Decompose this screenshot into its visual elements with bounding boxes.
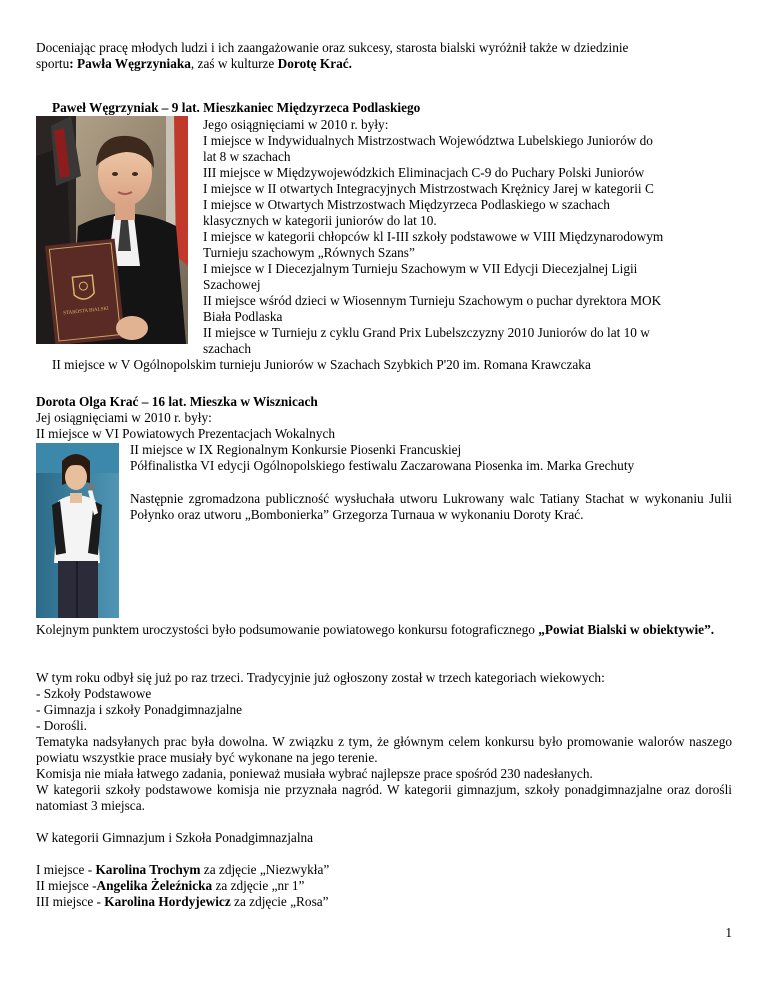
intro-line-2: [36, 56, 352, 72]
contest-paragraph: [36, 622, 732, 638]
intro-line-1: Doceniając pracę młodych ludzi i ich zaangażowanie oraz sukcesy, starosta bialski wyróżnił także w dziedzinie: [36, 40, 629, 55]
contest-category: - Szkoły Podstawowe: [36, 686, 152, 701]
pawel-achievement: Biała Podlaska: [203, 309, 283, 324]
winner-photo-title: za zdjęcie „Rosa”: [230, 894, 329, 909]
pawel-achievement: lat 8 w szachach: [203, 149, 291, 164]
pawel-achievement: I miejsce w I Diecezjalnym Turnieju Szachowym w VII Edycji Diecezjalnej Ligii: [203, 261, 638, 276]
winner-row: [36, 878, 304, 894]
contest-category: - Dorośli.: [36, 718, 87, 733]
dorota-achievement: Półfinalistka VI edycji Ogólnopolskiego festiwalu Zaczarowana Piosenka im. Marka Grechuty: [130, 458, 635, 473]
pawel-achievement: I miejsce w II otwartych Integracyjnych Mistrzostwach Krężnicy Jarej w kategorii C: [203, 181, 654, 196]
winner-place: III miejsce -: [36, 894, 105, 909]
contest-text: Kolejnym punktem uroczystości było podsumowanie powiatowego konkursu fotograficznego: [36, 622, 539, 637]
winner-place: II miejsce -: [36, 878, 97, 893]
intro-text: , zaś w kulturze: [190, 56, 278, 71]
winner-name: Karolina Trochym: [95, 862, 201, 877]
winner-row: [36, 894, 329, 910]
winner-photo-title: za zdjęcie „Niezwykła”: [200, 862, 330, 877]
contest-awards: W kategorii szkoły podstawowe komisja nie przyznała nagród. W kategorii gimnazjum, szkoły ponadgimnazjalne oraz dorośli natomiast 3 miejsca.: [36, 782, 732, 814]
pawel-achievement: Szachowej: [203, 277, 261, 292]
dorota-achievements-intro: Jej osiągnięciami w 2010 r. były:: [36, 410, 212, 425]
dorota-achievement: II miejsce w VI Powiatowych Prezentacjach Wokalnych: [36, 426, 335, 441]
winner-name: Angelika Żeleźnicka: [96, 878, 213, 893]
concert-paragraph: Następnie zgromadzona publiczność wysłuchała utworu Lukrowany walc Tatiany Stachat w wykonaniu Julii Połynko oraz utworu „Bombonierka” Grzegorza Turnaua w wykonaniu Doroty Krać.: [130, 491, 732, 523]
dorota-achievement: II miejsce w IX Regionalnym Konkursie Piosenki Francuskiej: [130, 442, 462, 457]
contest-info: W tym roku odbył się już po raz trzeci. Tradycyjnie już ogłoszony został w trzech kategoriach wiekowych:: [36, 670, 605, 685]
pawel-achievement: III miejsce w Międzywojewódzkich Eliminacjach C-9 do Puchary Polski Juniorów: [203, 165, 645, 180]
winner-name: Karolina Hordyjewicz: [104, 894, 231, 909]
dorota-photo: [36, 443, 119, 618]
intro-text: sportu: [36, 56, 70, 71]
contest-jury: Komisja nie miała łatwego zadania, ponieważ musiała wybrać najlepsze prace spośród 230 nadesłanych.: [36, 766, 593, 781]
dorota-heading: Dorota Olga Krać – 16 lat. Mieszka w Wisznicach: [36, 394, 318, 409]
contest-theme: Tematyka nadsyłanych prac była dowolna. W związku z tym, że głównym celem konkursu było promowanie walorów naszego powiatu wszystkie prace musiały być wykonane na jego terenie.: [36, 734, 732, 766]
pawel-achievement: II miejsce w Turnieju z cyklu Grand Prix Lubelszczyzny 2010 Juniorów do lat 10 w: [203, 325, 650, 340]
pawel-heading: Paweł Węgrzyniak – 9 lat. Mieszkaniec Międzyrzeca Podlaskiego: [52, 100, 421, 115]
winners-category-heading: W kategorii Gimnazjum i Szkoła Ponadgimnazjalna: [36, 830, 314, 845]
pawel-achievement: Turnieju szachowym „Równych Szans”: [203, 245, 415, 260]
winner-photo-title: za zdjęcie „nr 1”: [212, 878, 305, 893]
pawel-achievement: I miejsce w Indywidualnych Mistrzostwach Województwa Lubelskiego Juniorów do: [203, 133, 653, 148]
pawel-achievements-intro: Jego osiągnięciami w 2010 r. były:: [203, 117, 389, 132]
pawel-achievement-last: II miejsce w V Ogólnopolskim turnieju Juniorów w Szachach Szybkich P'20 im. Romana Krawczaka: [52, 357, 591, 372]
contest-title: „Powiat Bialski w obiektywie”.: [538, 622, 715, 637]
pawel-achievement: II miejsce wśród dzieci w Wiosennym Turnieju Szachowym o puchar dyrektora MOK: [203, 293, 662, 308]
pawel-achievement: klasycznych w kategorii juniorów do lat 10.: [203, 213, 437, 228]
page-number: 1: [725, 925, 732, 940]
intro-dorota-name: Dorotę Krać.: [277, 56, 353, 71]
pawel-photo: [36, 116, 188, 344]
winner-place: I miejsce -: [36, 862, 96, 877]
pawel-achievement: I miejsce w kategorii chłopców kl I-III szkoły podstawowe w VIII Międzynarodowym: [203, 229, 664, 244]
contest-category: - Gimnazja i szkoły Ponadgimnazjalne: [36, 702, 243, 717]
pawel-achievement: I miejsce w Otwartych Mistrzostwach Międzyrzeca Podlaskiego w szachach: [203, 197, 610, 212]
pawel-achievement: szachach: [203, 341, 251, 356]
folder-inscription: STAROSTA BIALSKI: [63, 306, 110, 317]
winner-row: [36, 862, 329, 878]
intro-pawel-name: : Pawła Węgrzyniaka: [69, 56, 191, 71]
